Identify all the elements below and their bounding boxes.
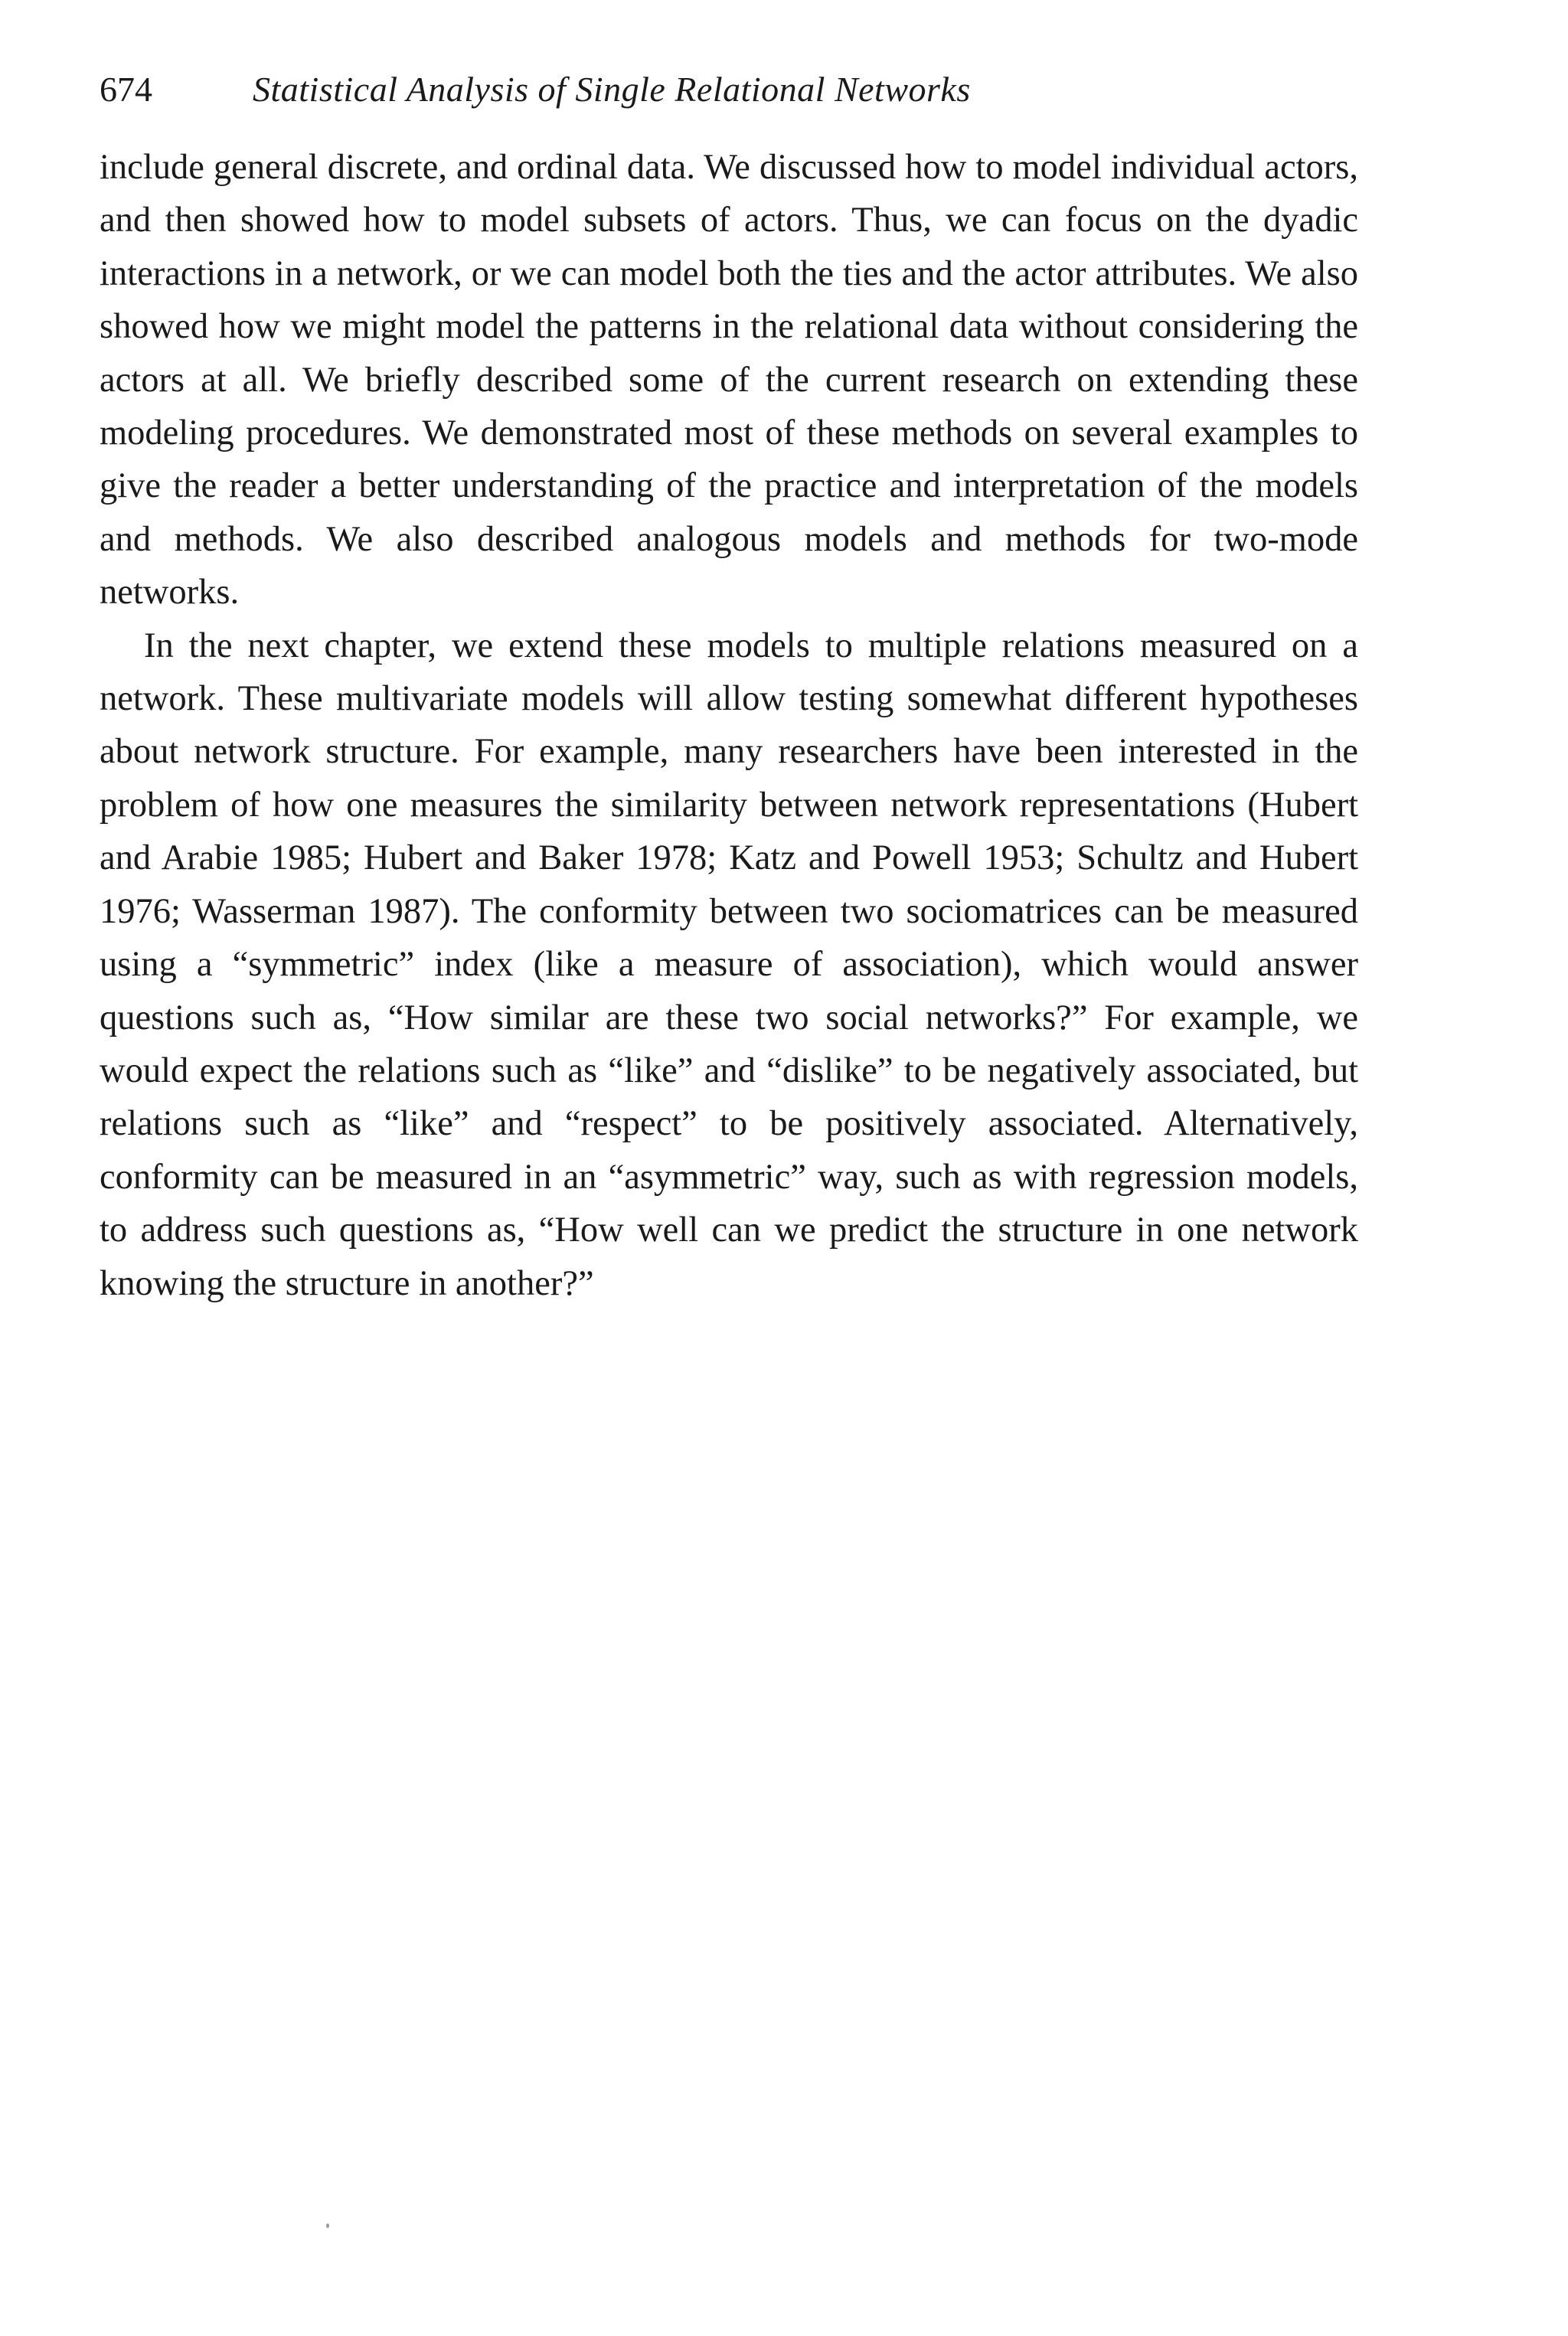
paragraph-continued: include general discrete, and ordinal data. We discussed how to model individual actors, and then showed how to model subsets of actors. Thus, we can focus on the dyadic interactions in a network, or we can model both the ties and the actor attributes. We also showed how we might model the patterns in the relational data without considering the actors at all. We briefly described some of the current research on extending these modeling procedures. We demonstrated most of these methods on several examples to give the reader a better understanding of the practice and interpretation of the models and methods. We also described analogous models and methods for two-mode networks. — [100, 148, 1358, 613]
running-head — [100, 63, 1386, 116]
page-number: 674 — [100, 70, 152, 109]
paragraph-next-chapter: In the next chapter, we extend these models to multiple relations measured on a network. These multivariate models will allow testing somewhat different hypotheses about network structure. For example, many researchers have been interested in the problem of how one measures the similarity between network representations (Hubert and Arabie 1985; Hubert and Baker 1978; Katz and Powell 1953; Schultz and Hubert 1976; Wasserman 1987). The conformity between two sociomatrices can be measured using a “symmetric” index (like a measure of association), which would answer questions such as, “How similar are these two social networks?” For example, we would expect the relations such as “like” and “dislike” to be negatively associated, but relations such as “like” and “respect” to be positively associated. Alternatively, conformity can be measured in an “asymmetric” way, such as with regression models, to address such questions as, “How well can we predict the structure in one network knowing the structure in another?” — [100, 626, 1358, 1303]
body-text — [100, 141, 1358, 1310]
running-title: Statistical Analysis of Single Relational Networks — [253, 70, 971, 109]
scan-speck — [326, 2223, 329, 2228]
